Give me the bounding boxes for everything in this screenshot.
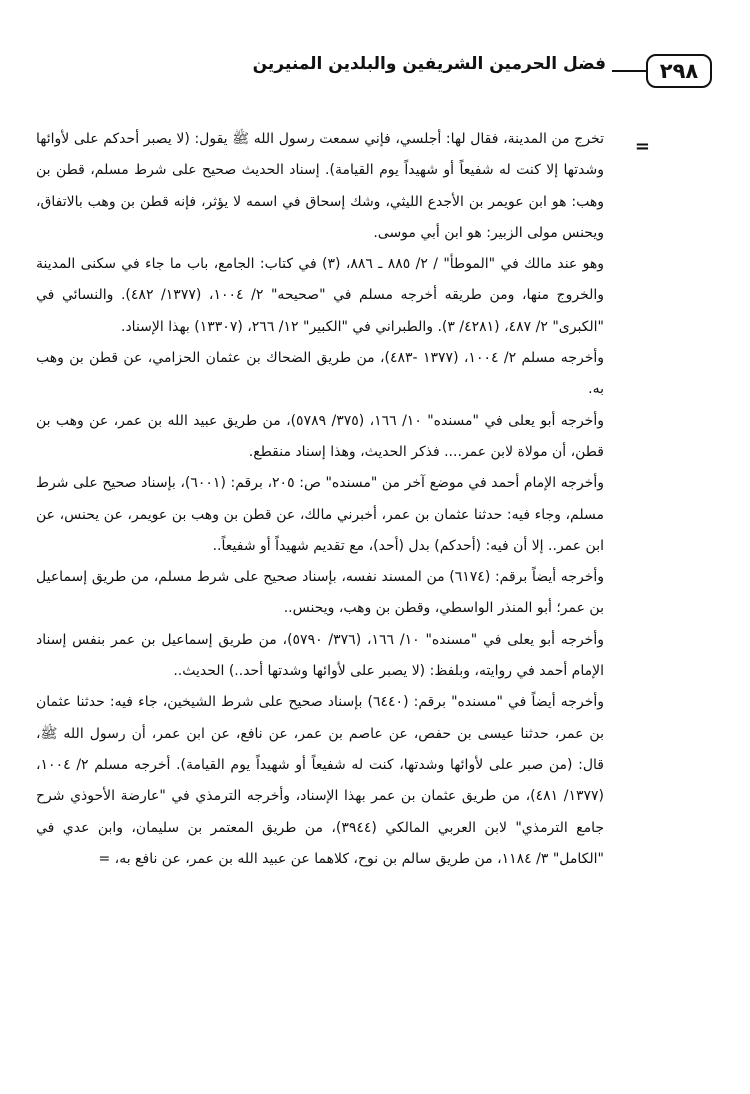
running-title: فضل الحرمين الشريفين والبلدين المنيرين — [252, 54, 606, 74]
page-header — [38, 50, 712, 96]
paragraph: وأخرجه الإمام أحمد في موضع آخر من "مسنده" ص: ٢٠٥، برقم: (٦٠٠١)، بإسناد صحيح على شرط مسلم، وجاء فيه: حدثنا عثمان بن عمر، أخبرني مالك، عن قطن بن وهب بن عويمر، عن يحنس، عن ابن عمر.. إلا أن فيه: (أحدكم) بدل (أحد)، مع تقديم شهيداً أو شفيعاً.. — [36, 475, 604, 554]
paragraph: وهو عند مالك في "الموطأ" / ٢/ ٨٨٥ ـ ٨٨٦، (٣) في كتاب: الجامع، باب ما جاء في سكنى المدينة والخروج منها، ومن طريقه أخرجه مسلم في "صحيحه" ٢/ ١٠٠٤، (١٣٧٧/ ٤٨٢). والنسائي في "الكبرى" ٢/ ٤٨٧، (٤٢٨١/ ٣). والطبراني في "الكبير" ١٢/ ٢٦٦، (١٣٣٠٧) بهذا الإسناد. — [36, 256, 605, 335]
footnote-body — [36, 124, 604, 875]
page-number: ٢٩٨ — [646, 54, 712, 88]
paragraph: وأخرجه أيضاً في "مسنده" برقم: (٦٤٤٠) بإسناد صحيح على شرط الشيخين، جاء فيه: حدثنا عثمان بن عمر، حدثنا عيسى بن حفص، عن عاصم بن عمر، عن نافع، عن ابن عمر، أن رسول الله ﷺ، قال: (من صبر على لأوائها وشدتها، كنت له شفيعاً أو شهيداً يوم القيامة). أخرجه مسلم ٢/ ١٠٠٤، (١٣٧٧/ ٤٨١)، من طريق عثمان بن عمر بهذا الإسناد، وأخرجه الترمذي في "عارضة الأحوذي شرح جامع الترمذي" لابن العربي المالكي (٣٩٤٤)، من طريق المعتمر بن سليمان، وابن عدي في "الكامل" ٣/ ١١٨٤، من طريق سالم بن نوح، كلاهما عن عبيد الله بن عمر، عن نافع به، = — [36, 694, 604, 867]
paragraph: وأخرجه أبو يعلى في "مسنده" ١٠/ ١٦٦، (٣٧٦/ ٥٧٩٠)، من طريق إسماعيل بن عمر بنفس إسناد الإمام أحمد في روايته، وبلفظ: (لا يصبر على لأوائها وشدتها أحد..) الحديث.. — [36, 631, 604, 680]
paragraph: وأخرجه مسلم ٢/ ١٠٠٤، (١٣٧٧ -٤٨٣)، من طريق الضحاك بن عثمان الحزامي، عن قطن بن وهب به. — [36, 350, 604, 398]
paragraph: وأخرجه أبو يعلى في "مسنده" ١٠/ ١٦٦، (٣٧٥/ ٥٧٨٩)، من طريق عبيد الله بن عمر، عن وهب بن قطن، أن مولاة لابن عمر.... فذكر الحديث، وهذا إسناد منقطع. — [36, 412, 604, 460]
paragraph: وأخرجه أيضاً برقم: (٦١٧٤) من المسند نفسه، بإسناد صحيح على شرط مسلم، من طريق إسماعيل بن عمر؛ أبو المنذر الواسطي، وقطن بن وهب، ويحنس.. — [36, 569, 604, 617]
continuation-mark: = — [634, 136, 650, 157]
header-rule — [612, 70, 646, 72]
paragraph: تخرج من المدينة، فقال لها: أجلسي، فإني سمعت رسول الله ﷺ يقول: (لا يصبر أحدكم على لأوائها وشدتها إلا كنت له شفيعاً أو شهيداً يوم القيامة). إسناد الحديث صحيح على شرط مسلم، قطن بن وهب: هو ابن عويمر بن الأجدع الليثي، وشك إسحاق في اسمه لا يؤثر، فإنه قطن بن وهب بالاتفاق، ويحنس مولى الزبير: هو ابن أبي موسى. — [36, 131, 604, 241]
